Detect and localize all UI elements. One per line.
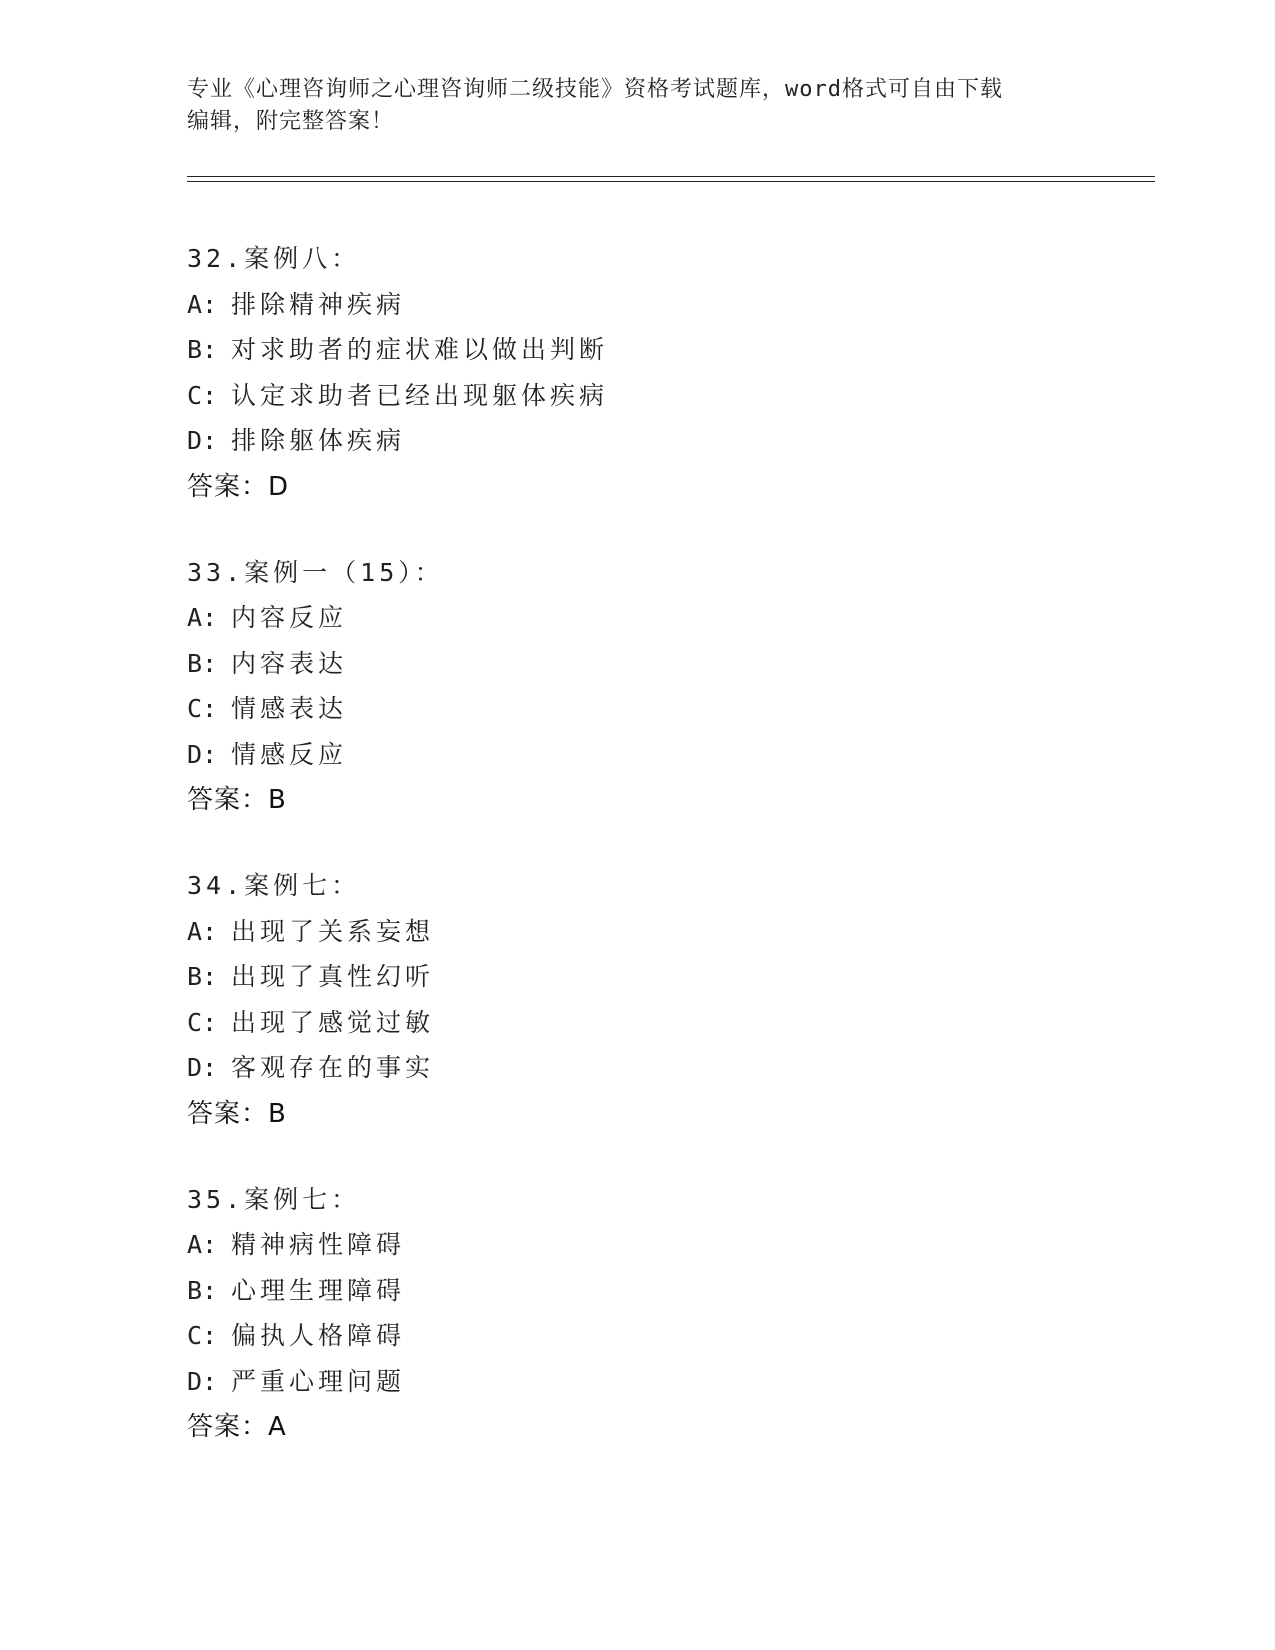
option-text: 排除躯体疾病 <box>231 426 406 455</box>
option-key: D: <box>187 426 218 455</box>
option-d <box>187 418 1087 464</box>
option-key: A: <box>187 916 218 946</box>
option-a <box>187 595 1087 641</box>
option-key: B: <box>187 1275 218 1305</box>
option-d <box>187 732 1087 778</box>
option-text: 客观存在的事实 <box>231 1053 435 1082</box>
option-b <box>187 641 1087 687</box>
option-key: A: <box>187 1230 218 1259</box>
option-text: 情感反应 <box>231 739 348 769</box>
option-b <box>187 327 1087 373</box>
option-key: D: <box>187 1366 218 1396</box>
question-title: 34.案例七： <box>187 871 361 900</box>
answer-line: 答案：A <box>187 1412 287 1442</box>
option-a <box>187 1222 1087 1268</box>
option-key: A: <box>187 289 218 319</box>
question-title: 33.案例一（15）： <box>187 557 444 587</box>
header-divider-bottom <box>187 181 1155 182</box>
option-c <box>187 373 1087 419</box>
option-d <box>187 1359 1087 1405</box>
option-c <box>187 1313 1087 1359</box>
option-d <box>187 1045 1087 1091</box>
option-a <box>187 282 1087 328</box>
option-key: C: <box>187 1321 218 1350</box>
option-key: B: <box>187 962 218 991</box>
option-text: 认定求助者已经出现躯体疾病 <box>231 380 609 410</box>
header-line-1: 专业《心理咨询师之心理咨询师二级技能》资格考试题库，word格式可自由下载 <box>187 77 1003 102</box>
header-divider-top <box>187 176 1155 177</box>
option-key: B: <box>187 648 218 678</box>
option-a <box>187 909 1087 955</box>
header-line-2: 编辑，附完整答案！ <box>187 109 395 134</box>
option-c <box>187 686 1087 732</box>
question-block <box>187 1177 1087 1451</box>
option-text: 心理生理障碍 <box>231 1275 406 1305</box>
question-title: 32.案例八： <box>187 244 361 273</box>
option-text: 出现了真性幻听 <box>231 962 435 991</box>
option-key: C: <box>187 380 218 410</box>
question-block <box>187 236 1087 510</box>
answer-line: 答案：D <box>187 471 290 502</box>
option-key: B: <box>187 335 218 364</box>
option-key: D: <box>187 1053 218 1082</box>
option-text: 严重心理问题 <box>231 1366 406 1396</box>
option-b <box>187 1268 1087 1314</box>
answer-line: 答案：B <box>187 1098 287 1129</box>
option-text: 排除精神疾病 <box>231 289 406 319</box>
question-list <box>187 236 1087 1490</box>
option-text: 出现了关系妄想 <box>231 916 435 946</box>
option-text: 偏执人格障碍 <box>231 1321 406 1350</box>
option-text: 内容表达 <box>231 648 348 678</box>
option-key: D: <box>187 739 218 769</box>
option-b <box>187 954 1087 1000</box>
option-text: 对求助者的症状难以做出判断 <box>231 335 609 364</box>
option-key: C: <box>187 1007 218 1037</box>
answer-line: 答案：B <box>187 785 287 815</box>
document-header <box>187 74 1067 138</box>
option-key: C: <box>187 694 218 723</box>
option-key: A: <box>187 603 218 632</box>
question-block <box>187 863 1087 1137</box>
option-text: 内容反应 <box>231 603 348 632</box>
option-text: 出现了感觉过敏 <box>231 1007 435 1037</box>
option-text: 情感表达 <box>231 694 348 723</box>
option-text: 精神病性障碍 <box>231 1230 406 1259</box>
question-title: 35.案例七： <box>187 1184 361 1214</box>
question-block <box>187 550 1087 824</box>
option-c <box>187 1000 1087 1046</box>
